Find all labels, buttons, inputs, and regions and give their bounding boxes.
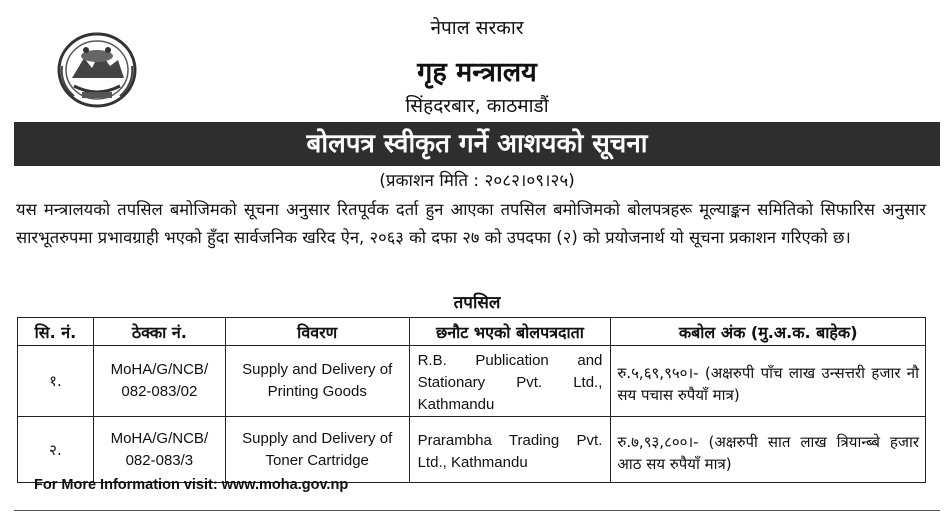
notice-title: बोलपत्र स्वीकृत गर्ने आशयको सूचना xyxy=(14,122,940,166)
contract-number-line1: MoHA/G/NCB/ xyxy=(110,361,209,378)
bid-amount: रु.५,६९,९५०।- (अक्षरुपी पाँच लाख उन्सत्तरी हजार नौ सय पचास रुपैयाँ मात्र) xyxy=(611,346,926,417)
description-line1: Supply and Delivery of xyxy=(242,361,393,378)
header-selected-bidder: छनौट भएको बोलपत्रदाता xyxy=(409,318,611,346)
table-header-row xyxy=(18,318,926,346)
table-row xyxy=(18,346,926,417)
header-description: विवरण xyxy=(225,318,409,346)
description xyxy=(225,346,409,417)
header-serial-number: सि. नं. xyxy=(18,318,94,346)
notice-document xyxy=(14,6,940,518)
contract-number-line2: 082-083/3 xyxy=(125,451,194,469)
ministry-location: सिंहदरबार, काठमाडौं xyxy=(405,95,549,117)
table-heading: तपसिल xyxy=(453,293,501,313)
contract-number-line1: MoHA/G/NCB/ xyxy=(110,429,209,447)
bid-amount: रु.७,९३,८००।- (अक्षरुपी सात लाख त्रियान्ब्बे हजार आठ सय रुपैयाँ मात्र) xyxy=(611,417,926,483)
description xyxy=(225,417,409,483)
serial-number: १. xyxy=(18,346,94,417)
publication-date: (प्रकाशन मिति : २०८२।०९।२५) xyxy=(379,171,575,191)
header-contract-number: ठेक्का नं. xyxy=(93,318,225,346)
serial-number: २. xyxy=(18,417,94,483)
bid-details-table xyxy=(17,317,926,483)
more-info-footer: For More Information visit: www.moha.gov.np xyxy=(34,477,349,493)
description-line1: Supply and Delivery of xyxy=(242,429,393,447)
contract-number xyxy=(93,417,225,483)
selected-bidder: R.B. Publication and Stationary Pvt. Ltd., Kathmandu xyxy=(409,346,611,417)
ministry-name: गृह मन्त्रालय xyxy=(417,57,537,88)
notice-body: यस मन्त्रालयको तपसिल बमोजिमको सूचना अनुसार रितपूर्वक दर्ता हुन आएका तपसिल बमोजिमको बोलपत्रहरू मूल्याङ्कन समितिको सिफारिस अनुसार सारभूतरुपमा प्रभावग्राही भएको हुँदा सार्वजनिक खरिद ऐन, २०६३ को दफा २७ को उपदफा (२) को प्रयोजनार्थ यो सूचना प्रकाशन गरिएको छ। xyxy=(16,200,926,247)
selected-bidder: Prarambha Trading Pvt. Ltd., Kathmandu xyxy=(409,417,611,483)
bottom-divider xyxy=(14,510,940,511)
description-line2: Printing Goods xyxy=(267,383,367,400)
header-bid-amount: कबोल अंक (मु.अ.क. बाहेक) xyxy=(611,318,926,346)
table-row xyxy=(18,417,926,483)
contract-number xyxy=(93,346,225,417)
contract-number-line2: 082-083/02 xyxy=(121,383,198,400)
description-line2: Toner Cartridge xyxy=(265,451,369,469)
government-name: नेपाल सरकार xyxy=(430,17,524,39)
